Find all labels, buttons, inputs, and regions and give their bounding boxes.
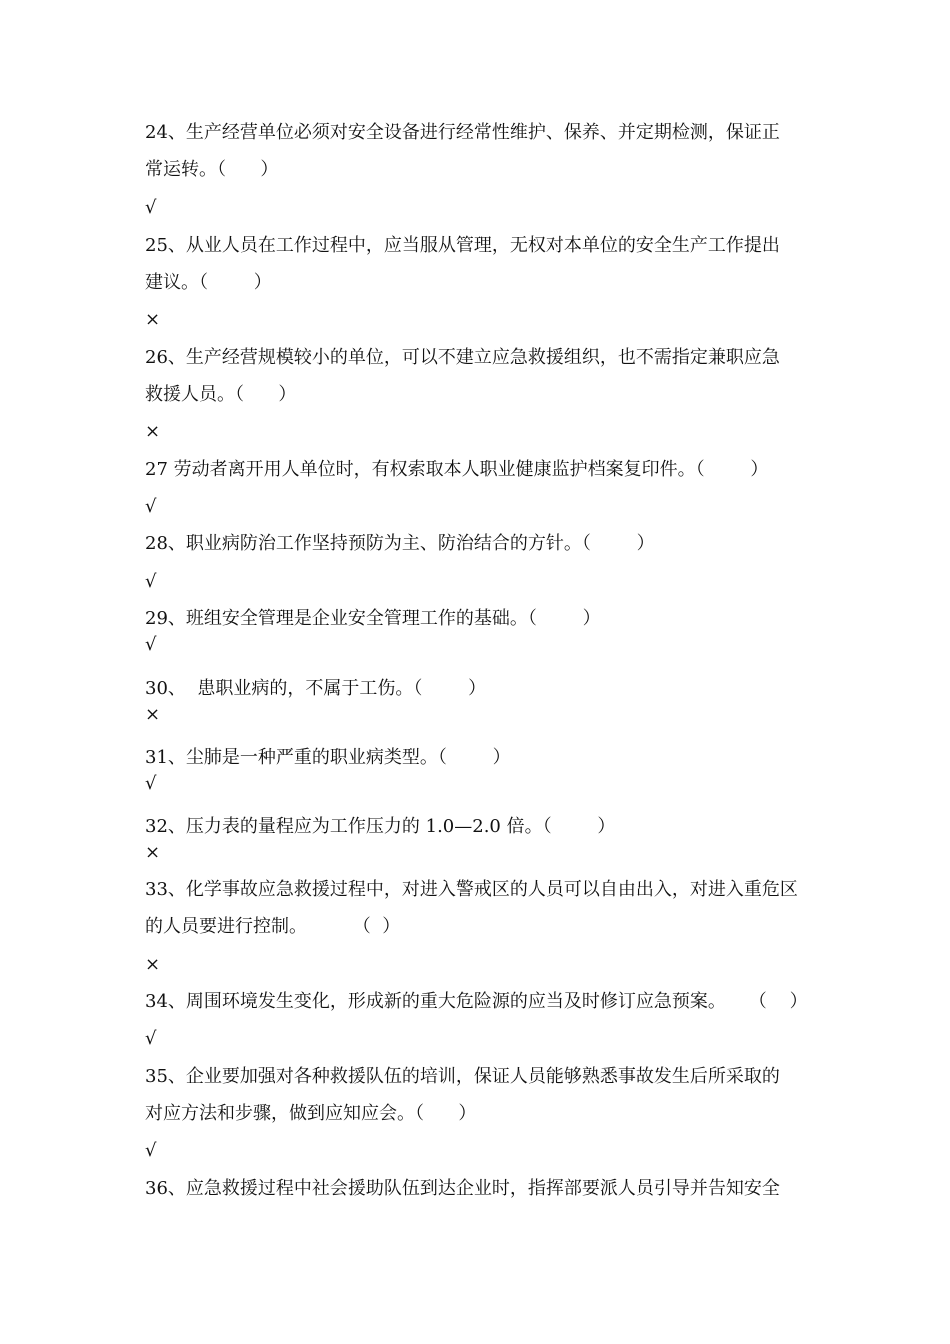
answer-26: × [145, 421, 161, 442]
question-24-line-2: 常运转。（ ） [145, 159, 279, 180]
question-29: 29、班组安全管理是企业安全管理工作的基础。（ ） [145, 608, 601, 629]
question-32: 32、压力表的量程应为工作压力的 1.0—2.0 倍。（ ） [145, 816, 616, 837]
question-35-line-2: 对应方法和步骤，做到应知应会。（ ） [145, 1103, 477, 1124]
question-30: 30、 患职业病的，不属于工伤。（ ） [145, 678, 487, 699]
question-33-line-2: 的人员要进行控制。 （ ） [145, 916, 401, 937]
question-35-line-1: 35、企业要加强对各种救援队伍的培训，保证人员能够熟悉事故发生后所采取的 [145, 1066, 780, 1087]
answer-25: × [145, 309, 161, 330]
answer-34: √ [145, 1028, 157, 1049]
answer-31: √ [145, 773, 157, 794]
question-31: 31、尘肺是一种严重的职业病类型。（ ） [145, 747, 511, 768]
answer-33: × [145, 954, 161, 975]
question-27: 27 劳动者离开用人单位时，有权索取本人职业健康监护档案复印件。（ ） [145, 459, 769, 480]
answer-30: × [145, 704, 161, 725]
question-25-line-2: 建议。（ ） [145, 272, 272, 293]
question-36-line-1: 36、应急救援过程中社会援助队伍到达企业时，指挥部要派人员引导并告知安全 [145, 1178, 780, 1199]
question-26-line-1: 26、生产经营规模较小的单位，可以不建立应急救援组织，也不需指定兼职应急 [145, 347, 780, 368]
question-34: 34、周围环境发生变化，形成新的重大危险源的应当及时修订应急预案。 （ ） [145, 991, 808, 1012]
question-33-line-1: 33、化学事故应急救援过程中，对进入警戒区的人员可以自由出入，对进入重危区 [145, 879, 798, 900]
answer-24: √ [145, 197, 157, 218]
question-28: 28、职业病防治工作坚持预防为主、防治结合的方针。（ ） [145, 533, 655, 554]
answer-35: √ [145, 1140, 157, 1161]
answer-27: √ [145, 496, 157, 517]
question-25-line-1: 25、从业人员在工作过程中，应当服从管理，无权对本单位的安全生产工作提出 [145, 235, 780, 256]
answer-28: √ [145, 571, 157, 592]
answer-32: × [145, 842, 161, 863]
question-26-line-2: 救援人员。（ ） [145, 384, 297, 405]
question-24-line-1: 24、生产经营单位必须对安全设备进行经常性维护、保养、并定期检测，保证正 [145, 122, 780, 143]
answer-29: √ [145, 634, 157, 655]
